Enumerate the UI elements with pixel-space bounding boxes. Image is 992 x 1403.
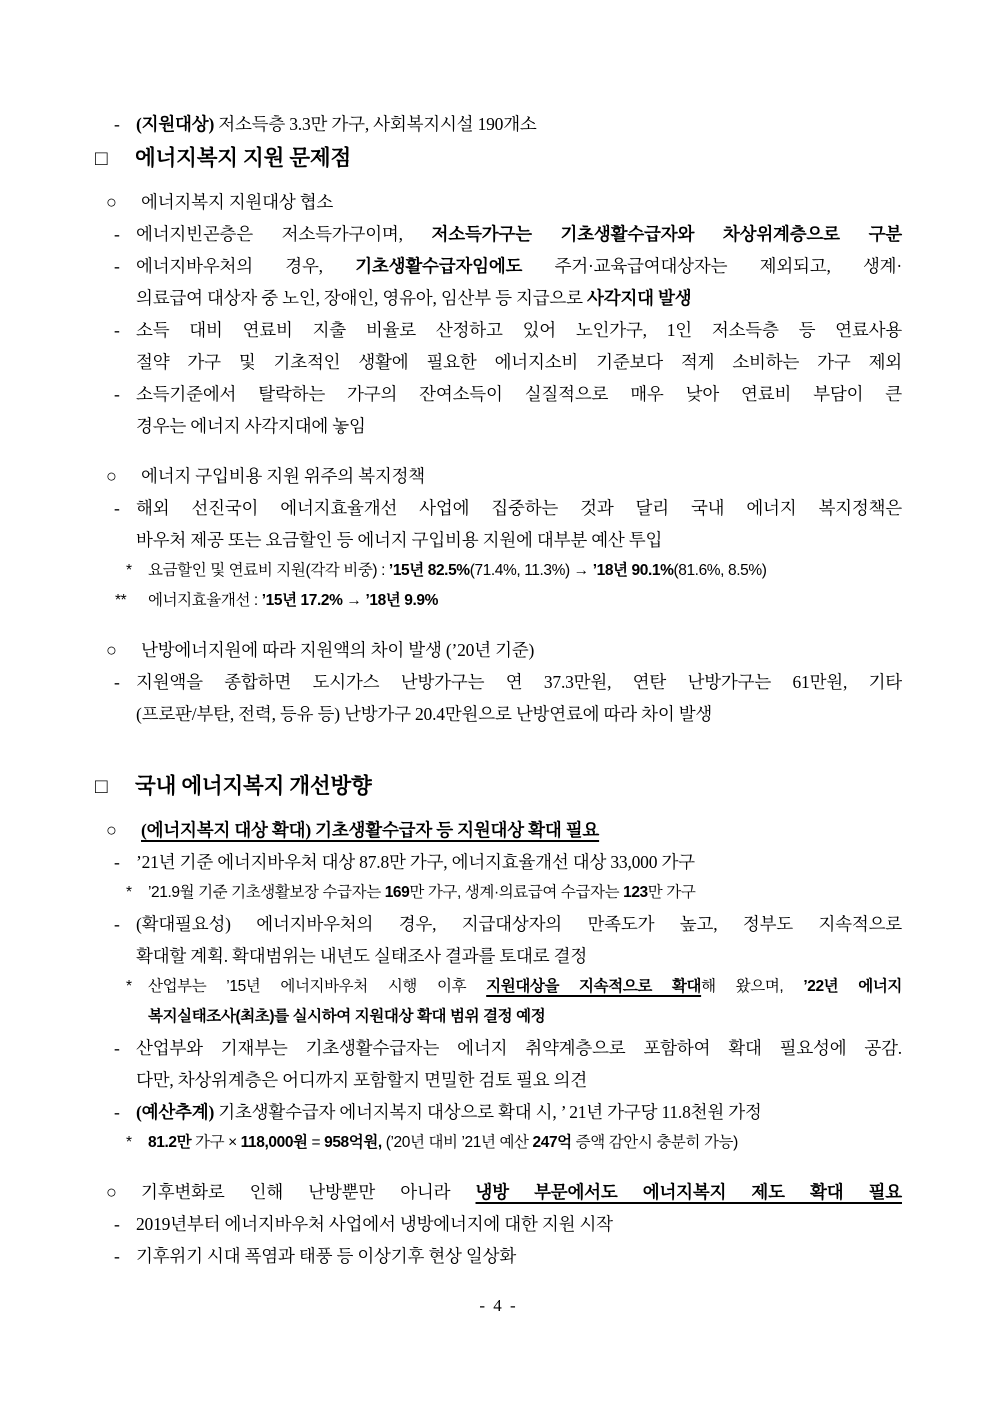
continuation-line: [95, 524, 902, 556]
text-run: 난방에너지원에 따라 지원액의 차이 발생 (’20년 기준): [141, 640, 535, 660]
double-asterisk-marker: **: [115, 592, 127, 609]
text-run: 에너지 구입비용 지원 위주의 복지정책: [141, 466, 425, 486]
dash-item: [95, 218, 902, 250]
dash-bullet: -: [114, 1214, 120, 1234]
asterisk-marker: *: [126, 1134, 132, 1151]
text-run: 에너지빈곤층은 저소득가구이며,: [136, 224, 432, 244]
continuation-line: [95, 698, 902, 730]
text-run: 사각지대 발생: [587, 288, 692, 308]
text-run: 냉방 부문에서도 에너지복지 제도 확대 필요: [475, 1182, 902, 1202]
dash-item: [95, 908, 902, 940]
dash-bullet: -: [114, 1102, 120, 1122]
text-run: 저소득가구는 기초생활수급자와 차상위계층으로 구분: [431, 224, 902, 244]
text-run: 247억: [532, 1134, 572, 1151]
text-run: 81.2만: [148, 1134, 192, 1151]
dash-bullet: -: [114, 1246, 120, 1266]
dash-bullet: -: [114, 256, 120, 276]
text-run: 소득기준에서 탈락하는 가구의 잔여소득이 실질적으로 매우 낮아 연료비 부담이 큰: [136, 384, 902, 404]
text-run: (예산추계): [136, 1102, 215, 1122]
footnote-item: [95, 1128, 902, 1158]
dash-item: [95, 378, 902, 410]
text-run: 복지실태조사(최초)를 실시하여 지원대상 확대 범위 결정 예정: [148, 1008, 546, 1025]
dash-item: [95, 666, 902, 698]
circle-bullet-icon: ○: [106, 466, 117, 486]
text-run: ’21년 기준 에너지바우처 대상 87.8만 가구, 에너지효율개선 대상 33,000 가구: [136, 852, 695, 872]
dash-bullet: -: [114, 224, 120, 244]
circle-item-heating-source-gap: [95, 634, 902, 666]
text-run: 지원액을 종합하면 도시가스 난방가구는 연 37.3만원, 연탄 난방가구는 61만원, 기타: [136, 672, 902, 692]
text-run: 경우는 에너지 사각지대에 놓임: [136, 416, 366, 436]
circle-item-cooling-welfare: [95, 1176, 902, 1208]
dash-bullet: -: [114, 498, 120, 518]
text-run: 의료급여 대상자 중 노인, 장애인, 영유아, 임산부 등 지급으로: [136, 288, 588, 308]
text-run: ’18년 90.1%: [592, 562, 674, 579]
footnote-item: [95, 972, 902, 1002]
dash-bullet: -: [114, 384, 120, 404]
text-run: 에너지바우처의 경우,: [136, 256, 356, 276]
text-run: 해외 선진국이 에너지효율개선 사업에 집중하는 것과 달리 국내 에너지 복지정책은: [136, 498, 902, 518]
text-run: →: [342, 592, 366, 609]
continuation-line: [95, 940, 902, 972]
footnote-item: [95, 556, 902, 586]
dash-bullet: -: [114, 1038, 120, 1058]
dash-item: [95, 314, 902, 346]
text-run: (지원대상): [136, 114, 215, 134]
text-run: (에너지복지 대상 확대) 기초생활수급자 등 지원대상 확대 필요: [141, 820, 600, 840]
text-run: (’20년 대비 ’21년 예산: [381, 1134, 533, 1151]
text-run: 산업부와 기재부는 기초생활수급자는 에너지 취약계층으로 포함하여 확대 필요성에 공감.: [136, 1038, 902, 1058]
text-run: 기후위기 시대 폭염과 태풍 등 이상기후 현상 일상화: [136, 1246, 517, 1266]
text-run: (81.6%, 8.5%): [673, 562, 767, 579]
dash-item: [95, 1032, 902, 1064]
text-run: 바우처 제공 또는 요금할인 등 에너지 구입비용 지원에 대부분 예산 투입: [136, 530, 663, 550]
footnote-item: [95, 586, 902, 616]
heading-text: 국내 에너지복지 개선방향: [135, 774, 372, 798]
text-run: 만 가구: [647, 884, 696, 901]
dash-item: [95, 846, 902, 878]
text-run: ’18년 9.9%: [365, 592, 438, 609]
dash-bullet: -: [114, 914, 120, 934]
circle-item-narrow-target: [95, 186, 902, 218]
circle-bullet-icon: ○: [106, 640, 117, 660]
dash-bullet: -: [114, 672, 120, 692]
circle-item-expand-target: [95, 814, 902, 846]
text-run: 만 가구, 생계·의료급여 수급자는: [409, 884, 624, 901]
text-run: 118,000원: [240, 1134, 308, 1151]
text-run: ’15년 17.2%: [261, 592, 343, 609]
square-bullet-icon: □: [95, 774, 108, 798]
text-run: 증액 감안시 충분히 가능): [571, 1134, 738, 1151]
continuation-line: [95, 1064, 902, 1096]
dash-bullet: -: [114, 114, 120, 134]
continuation-line: [95, 346, 902, 378]
text-run: 다만, 차상위계층은 어디까지 포함할지 면밀한 검토 필요 의견: [136, 1070, 588, 1090]
text-run: 에너지복지 지원대상 협소: [141, 192, 334, 212]
asterisk-marker: *: [126, 978, 132, 995]
text-run: 해 왔으며,: [701, 978, 804, 995]
text-run: 2019년부터 에너지바우처 사업에서 냉방에너지에 대한 지원 시작: [136, 1214, 613, 1234]
text-run: (프로판/부탄, 전력, 등유 등) 난방가구 20.4만원으로 난방연료에 따라 차이 발생: [136, 704, 713, 724]
dash-item: [95, 1240, 902, 1272]
text-run: 958억원,: [324, 1134, 382, 1151]
text-run: (확대필요성) 에너지바우처의 경우, 지급대상자의 만족도가 높고, 정부도 지속적으로: [136, 914, 902, 934]
text-run: 기초생활수급자임에도: [355, 256, 523, 276]
text-run: 확대할 계획. 확대범위는 내년도 실태조사 결과를 토대로 결정: [136, 946, 588, 966]
text-run: 기초생활수급자 에너지복지 대상으로 확대 시, ’ 21년 가구당 11.8천원 가정: [214, 1102, 762, 1122]
text-run: ’22년 에너지: [803, 978, 902, 995]
text-run: 지원대상을 지속적으로 확대: [486, 978, 702, 995]
text-run: ’21.9월 기준 기초생활보장 수급자는: [148, 884, 385, 901]
asterisk-marker: *: [126, 562, 132, 579]
continuation-line: [95, 282, 902, 314]
text-run: 산업부는 ’15년 에너지바우처 시행 이후: [148, 978, 487, 995]
dash-item-budget-estimate: [95, 1096, 902, 1128]
dash-item: [95, 250, 902, 282]
text-run: 123: [623, 884, 648, 901]
text-run: (71.4%, 11.3%) →: [469, 562, 593, 579]
text-run: 저소득층 3.3만 가구, 사회복지시설 190개소: [214, 114, 537, 134]
page-number: - 4 -: [479, 1296, 518, 1315]
square-bullet-icon: □: [95, 146, 108, 170]
continuation-line: [95, 410, 902, 442]
circle-item-purchase-cost-policy: [95, 460, 902, 492]
dash-item: [95, 492, 902, 524]
circle-bullet-icon: ○: [106, 192, 117, 212]
circle-bullet-icon: ○: [106, 820, 117, 840]
section-heading-problems: [95, 140, 902, 176]
text-run: 요금할인 및 연료비 지원(각각 비중) :: [148, 562, 389, 579]
footnote-item: [95, 878, 902, 908]
text-run: 169: [384, 884, 410, 901]
heading-text: 에너지복지 지원 문제점: [135, 146, 352, 170]
asterisk-marker: *: [126, 884, 132, 901]
text-run: 절약 가구 및 기초적인 생활에 필요한 에너지소비 기준보다 적게 소비하는 가구 제외: [136, 352, 902, 372]
footnote-continuation-line: [95, 1002, 902, 1032]
dash-item-support-target: [95, 108, 902, 140]
section-heading-improvement: [95, 768, 902, 804]
dash-bullet: -: [114, 320, 120, 340]
dash-bullet: -: [114, 852, 120, 872]
text-run: 기후변화로 인해 난방뿐만 아니라: [141, 1182, 476, 1202]
circle-bullet-icon: ○: [106, 1182, 117, 1202]
text-run: 에너지효율개선 :: [148, 592, 262, 609]
text-run: 소득 대비 연료비 지출 비율로 산정하고 있어 노인가구, 1인 저소득층 등 연료사용: [136, 320, 902, 340]
text-run: =: [307, 1134, 325, 1151]
text-run: 주거·교육급여대상자는 제외되고, 생계·: [522, 256, 902, 276]
text-run: ’15년 82.5%: [388, 562, 470, 579]
dash-item: [95, 1208, 902, 1240]
text-run: 가구 ×: [191, 1134, 241, 1151]
